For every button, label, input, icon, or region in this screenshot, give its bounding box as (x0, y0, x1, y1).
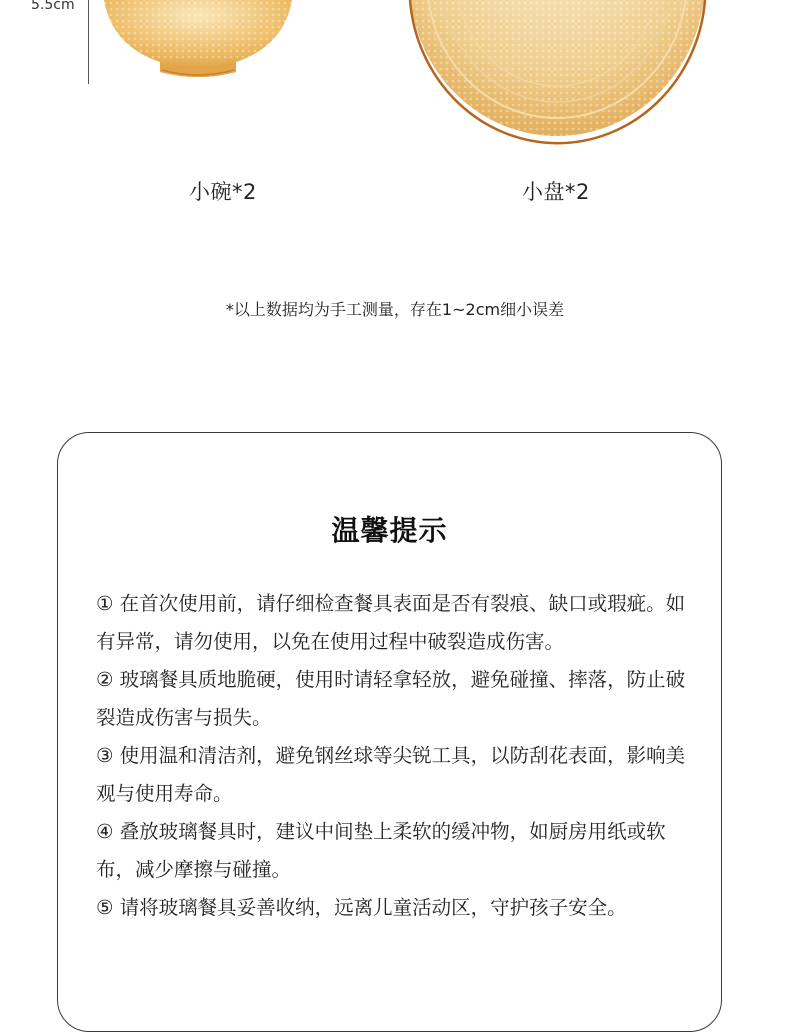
plate-caption: 小盘*2 (522, 180, 590, 204)
tip-item-5: ⑤ 请将玻璃餐具妥善收纳，远离儿童活动区，守护孩子安全。 (96, 896, 627, 919)
tips-title: 温馨提示 (331, 514, 448, 547)
small-bowl (104, 0, 292, 77)
tips-list (96, 585, 686, 927)
dimension-line (88, 0, 89, 84)
product-image (0, 0, 790, 150)
tip-item-1: ① 在首次使用前，请仔细检查餐具表面是否有裂痕、缺口或瑕疵。如有异常，请勿使用，以免在使用过程中破裂造成伤害。 (96, 592, 686, 653)
small-plate (409, 0, 705, 143)
bowl-caption: 小碗*2 (189, 180, 257, 204)
tip-item-2: ② 玻璃餐具质地脆硬，使用时请轻拿轻放，避免碰撞、摔落，防止破裂造成伤害与损失。 (96, 668, 686, 729)
measurement-note: *以上数据均为手工测量，存在1~2cm细小误差 (225, 300, 565, 319)
tip-item-4: ④ 叠放玻璃餐具时，建议中间垫上柔软的缓冲物，如厨房用纸或软布，减少摩擦与碰撞。 (96, 820, 666, 881)
glassware-illustration (0, 0, 790, 150)
tip-item-3: ③ 使用温和清洁剂，避免钢丝球等尖锐工具，以防刮花表面，影响美观与使用寿命。 (96, 744, 686, 805)
dimension-label: 5.5cm (31, 0, 75, 13)
tips-card (57, 432, 722, 1032)
